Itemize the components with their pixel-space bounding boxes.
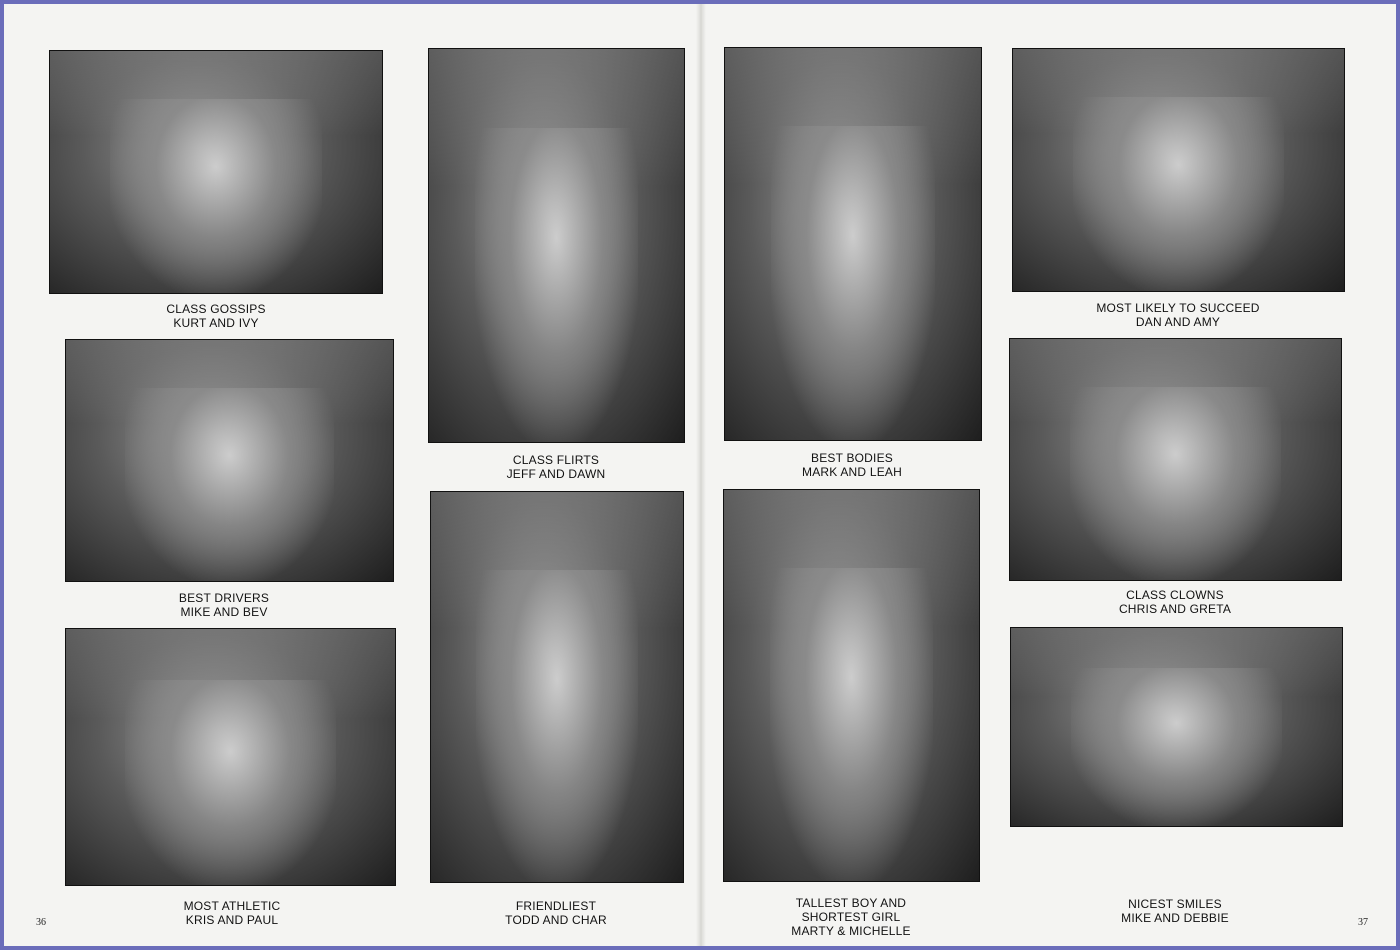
caption-names: KRIS AND PAUL bbox=[185, 913, 279, 927]
caption-most-athletic bbox=[132, 899, 332, 927]
caption-class-clowns bbox=[1075, 588, 1275, 616]
page-number-right: 37 bbox=[1358, 917, 1368, 928]
book-gutter bbox=[696, 4, 706, 946]
photo-friendliest bbox=[430, 491, 684, 883]
photo-most-athletic bbox=[65, 628, 396, 886]
caption-title: NICEST SMILES bbox=[1128, 897, 1222, 911]
photo-best-bodies bbox=[724, 47, 982, 441]
photo-nicest-smiles bbox=[1010, 627, 1343, 827]
photo-most-likely-to-succeed bbox=[1012, 48, 1345, 292]
caption-names: KURT AND IVY bbox=[173, 316, 259, 330]
caption-names: CHRIS AND GRETA bbox=[1118, 602, 1232, 616]
caption-class-flirts bbox=[456, 453, 656, 481]
caption-title: TALLEST BOY AND bbox=[795, 896, 907, 910]
caption-best-bodies bbox=[752, 451, 952, 479]
photo-class-gossips bbox=[49, 50, 383, 294]
caption-title: MOST LIKELY TO SUCCEED bbox=[1096, 301, 1260, 315]
page-number-left: 36 bbox=[36, 917, 46, 928]
caption-title: CLASS FLIRTS bbox=[512, 453, 600, 467]
caption-class-gossips bbox=[116, 302, 316, 330]
caption-title: BEST DRIVERS bbox=[178, 591, 270, 605]
caption-names: TODD AND CHAR bbox=[505, 913, 607, 927]
photo-tallest-shortest bbox=[723, 489, 980, 882]
caption-title: MOST ATHLETIC bbox=[183, 899, 281, 913]
caption-tallest-shortest bbox=[751, 896, 951, 938]
caption-title: BEST BODIES bbox=[810, 451, 893, 465]
caption-nicest-smiles bbox=[1075, 897, 1275, 925]
caption-names: MIKE AND DEBBIE bbox=[1121, 911, 1229, 925]
caption-title: CLASS GOSSIPS bbox=[166, 302, 266, 316]
caption-names: MIKE AND BEV bbox=[180, 605, 268, 619]
caption-subtitle: SHORTEST GIRL bbox=[801, 910, 901, 924]
caption-best-drivers bbox=[124, 591, 324, 619]
photo-best-drivers bbox=[65, 339, 394, 582]
caption-most-likely-to-succeed bbox=[1078, 301, 1278, 329]
caption-names: MARTY & MICHELLE bbox=[791, 924, 911, 938]
caption-friendliest bbox=[456, 899, 656, 927]
caption-names: MARK AND LEAH bbox=[802, 465, 902, 479]
caption-title: CLASS CLOWNS bbox=[1126, 588, 1224, 602]
caption-names: JEFF AND DAWN bbox=[506, 467, 606, 481]
photo-class-flirts bbox=[428, 48, 685, 443]
photo-class-clowns bbox=[1009, 338, 1342, 581]
caption-names: DAN AND AMY bbox=[1135, 315, 1221, 329]
caption-title: FRIENDLIEST bbox=[515, 899, 597, 913]
